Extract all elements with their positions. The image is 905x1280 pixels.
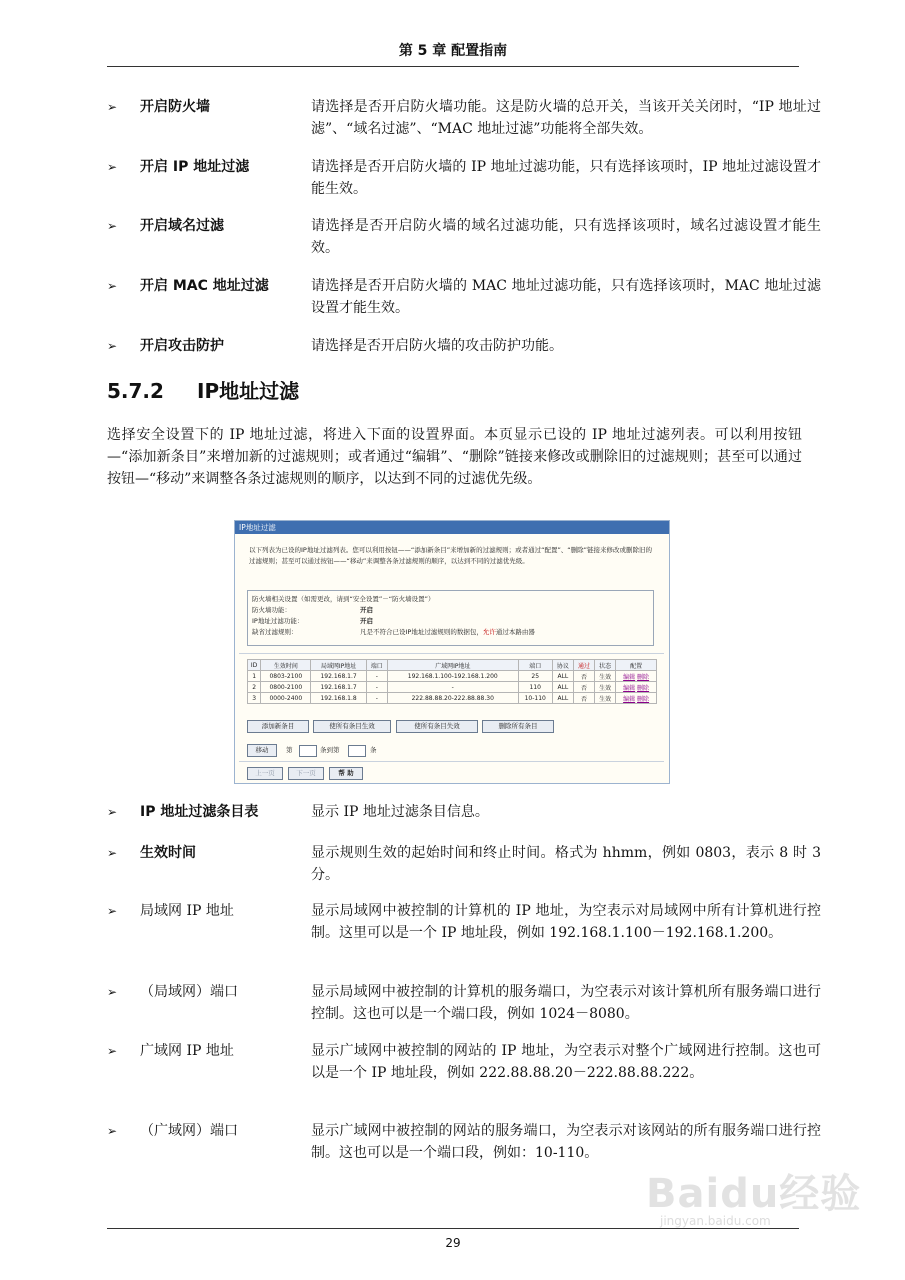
cell-lan-ip: 192.168.1.7 [311, 682, 366, 693]
item-term: 生效时间 [140, 845, 196, 861]
prev-page-button[interactable]: 上一页 [247, 767, 283, 780]
cell-wan-ip: 222.88.88.20-222.88.88.30 [387, 693, 518, 704]
cell-pass: 否 [573, 693, 594, 704]
col-wan-port: 端口 [518, 660, 552, 671]
bullet-icon: ➢ [107, 160, 118, 174]
col-pass: 通过 [573, 660, 594, 671]
table-row [248, 693, 657, 704]
filter-table [247, 659, 657, 704]
cell-pass: 否 [573, 671, 594, 682]
cell-lan-port: - [366, 682, 387, 693]
move-to-input[interactable] [348, 745, 366, 757]
list-item [107, 96, 822, 140]
cell-status: 生效 [595, 671, 616, 682]
cell-lan-ip: 192.168.1.7 [311, 671, 366, 682]
bullet-icon: ➢ [107, 985, 118, 999]
section-heading [107, 375, 299, 404]
default-rule-label: 缺省过滤规则： [252, 628, 298, 636]
cell-config [616, 671, 657, 682]
delete-all-button[interactable]: 删除所有条目 [482, 720, 554, 733]
bullet-icon: ➢ [107, 219, 118, 233]
bullet-icon: ➢ [107, 279, 118, 293]
list-item [107, 1120, 822, 1164]
list-item [107, 275, 822, 319]
cell-time: 0803-2100 [261, 671, 311, 682]
chapter-header: 第 5 章 配置指南 [398, 43, 508, 59]
page-number: 29 [445, 1236, 461, 1250]
move-from-input[interactable] [299, 745, 317, 757]
footer-rule [107, 1228, 799, 1229]
col-time: 生效时间 [261, 660, 311, 671]
col-id: ID [248, 660, 261, 671]
list-item [107, 981, 822, 1025]
item-term: 局域网 IP 地址 [140, 903, 234, 919]
enable-all-button[interactable]: 使所有条目生效 [313, 720, 391, 733]
fw-value: 开启 [360, 606, 373, 614]
delete-link[interactable]: 删除 [637, 673, 650, 681]
cell-status: 生效 [595, 682, 616, 693]
col-lan-ip: 局域网IP地址 [311, 660, 366, 671]
ip-filter-value: 开启 [360, 617, 373, 625]
ip-filter-row [252, 616, 373, 626]
item-term: 开启防火墙 [140, 99, 210, 115]
cell-pass: 否 [573, 682, 594, 693]
item-term: 开启 IP 地址过滤 [140, 159, 250, 175]
cell-config [616, 682, 657, 693]
cell-lan-ip: 192.168.1.8 [311, 693, 366, 704]
cell-time: 0000-2400 [261, 693, 311, 704]
cell-lan-port: - [366, 671, 387, 682]
item-desc: 请选择是否开启防火墙的域名过滤功能，只有选择该项时，域名过滤设置才能生效。 [311, 218, 821, 256]
header-rule [107, 66, 799, 67]
item-desc: 显示 IP 地址过滤条目信息。 [311, 804, 489, 820]
watermark-url: jingyan.baidu.com [660, 1214, 771, 1228]
item-desc: 显示局域网中被控制的计算机的服务端口，为空表示对该计算机所有服务端口进行控制。这也可以是一个端口段，例如 1024－8080。 [311, 984, 821, 1022]
screenshot-intro: 以下列表为已设的IP地址过滤列表。您可以利用按钮——“添加新条目”来增加新的过滤规则；或者通过“配置”、“删除”链接来修改或删除旧的过滤规则；甚至可以通过按钮——“移动”来调整各条过滤规则的顺序，以达到不同的过滤优先级。 [249, 546, 653, 565]
cell-wan-ip: - [387, 682, 518, 693]
item-desc: 显示广域网中被控制的网站的 IP 地址，为空表示对整个广域网进行控制。这也可以是一个 IP 地址段，例如 222.88.88.20－222.88.88.222。 [311, 1043, 821, 1081]
bullet-icon: ➢ [107, 846, 118, 860]
delete-link[interactable]: 删除 [637, 684, 650, 692]
cell-time: 0800-2100 [261, 682, 311, 693]
section-number: 5.7.2 [107, 379, 164, 403]
move-button[interactable]: 移动 [247, 744, 277, 757]
default-rule-row [252, 627, 535, 637]
divider [239, 653, 664, 654]
default-rule-tail: 通过本路由器 [495, 628, 535, 636]
add-entry-button[interactable]: 添加新条目 [247, 720, 309, 733]
watermark-logo: Baidu经验 [646, 1171, 862, 1217]
item-term: （局域网）端口 [140, 984, 238, 1000]
settings-header: 防火墙相关设置（如需更改，请到“安全设置”－“防火墙设置”） [252, 595, 435, 603]
table-row [248, 682, 657, 693]
fw-row [252, 605, 373, 615]
cell-wan-port: 25 [518, 671, 552, 682]
list-item [107, 335, 822, 357]
cell-proto: ALL [552, 682, 573, 693]
item-term: 开启域名过滤 [140, 218, 224, 234]
bullet-icon: ➢ [107, 100, 118, 114]
router-screenshot [234, 520, 670, 784]
item-term: 开启 MAC 地址过滤 [140, 278, 269, 294]
bullet-icon: ➢ [107, 1124, 118, 1138]
disable-all-button[interactable]: 使所有条目失效 [396, 720, 478, 733]
divider [239, 761, 664, 762]
item-desc: 显示广域网中被控制的网站的服务端口，为空表示对该网站的所有服务端口进行控制。这也可以是一个端口段，例如：10-110。 [311, 1123, 821, 1161]
ip-filter-label: IP地址过滤功能： [252, 617, 304, 625]
item-term: （广域网）端口 [140, 1123, 238, 1139]
item-desc: 请选择是否开启防火墙的 IP 地址过滤功能，只有选择该项时，IP 地址过滤设置才能生效。 [311, 159, 821, 197]
firewall-settings-box [247, 590, 654, 646]
col-status: 状态 [595, 660, 616, 671]
bullet-icon: ➢ [107, 339, 118, 353]
item-term: 开启攻击防护 [140, 338, 224, 354]
list-item [107, 215, 822, 259]
edit-link[interactable]: 编辑 [623, 695, 636, 703]
edit-link[interactable]: 编辑 [623, 673, 636, 681]
col-wan-ip: 广域网IP地址 [387, 660, 518, 671]
item-term: IP 地址过滤条目表 [140, 804, 259, 820]
cell-id: 1 [248, 671, 261, 682]
item-term: 广域网 IP 地址 [140, 1043, 234, 1059]
list-item [107, 1040, 822, 1106]
section-title: IP地址过滤 [197, 379, 300, 403]
item-desc: 请选择是否开启防火墙的攻击防护功能。 [311, 338, 563, 354]
edit-link[interactable]: 编辑 [623, 684, 636, 692]
screenshot-title: IP地址过滤 [235, 521, 669, 534]
cell-config [616, 693, 657, 704]
default-rule-text: 凡是不符合已设IP地址过滤规则的数据包， [360, 628, 483, 636]
list-item [107, 801, 822, 823]
list-item [107, 900, 822, 966]
cell-status: 生效 [595, 693, 616, 704]
item-desc: 显示局域网中被控制的计算机的 IP 地址，为空表示对局域网中所有计算机进行控制。这里可以是一个 IP 地址段，例如 192.168.1.100－192.168.1.200。 [311, 903, 821, 941]
fw-label: 防火墙功能： [252, 606, 291, 614]
item-desc: 请选择是否开启防火墙的 MAC 地址过滤功能，只有选择该项时，MAC 地址过滤设置才能生效。 [311, 278, 821, 316]
default-rule-allow: 允许 [482, 628, 496, 636]
cell-proto: ALL [552, 693, 573, 704]
help-button[interactable]: 帮 助 [329, 767, 363, 780]
cell-wan-port: 10-110 [518, 693, 552, 704]
cell-id: 3 [248, 693, 261, 704]
item-desc: 请选择是否开启防火墙功能。这是防火墙的总开关，当该开关关闭时，“IP 地址过滤”、“域名过滤”、“MAC 地址过滤”功能将全部失效。 [311, 99, 821, 137]
item-desc: 显示规则生效的起始时间和终止时间。格式为 hhmm，例如 0803，表示 8 时 3 分。 [311, 845, 821, 883]
table-row [248, 671, 657, 682]
cell-proto: ALL [552, 671, 573, 682]
list-item [107, 842, 822, 886]
table-header-row [248, 660, 657, 671]
intro-paragraph: 选择安全设置下的 IP 地址过滤，将进入下面的设置界面。本页显示已设的 IP 地址过滤列表。可以利用按钮—“添加新条目”来增加新的过滤规则；或者通过“编辑”、“删除”链接来修改或删除旧的过滤规则；甚至可以通过按钮—“移动”来调整各条过滤规则的顺序，以达到不同的过滤优先级。 [107, 427, 802, 487]
cell-wan-ip: 192.168.1.100-192.168.1.200 [387, 671, 518, 682]
col-config: 配置 [616, 660, 657, 671]
cell-lan-port: - [366, 693, 387, 704]
col-proto: 协议 [552, 660, 573, 671]
list-item [107, 156, 822, 200]
next-page-button[interactable]: 下一页 [288, 767, 324, 780]
bullet-icon: ➢ [107, 805, 118, 819]
move-to-label: 条到第 [320, 746, 340, 754]
delete-link[interactable]: 删除 [637, 695, 650, 703]
col-lan-port: 端口 [366, 660, 387, 671]
bullet-icon: ➢ [107, 904, 118, 918]
bullet-icon: ➢ [107, 1044, 118, 1058]
cell-wan-port: 110 [518, 682, 552, 693]
cell-id: 2 [248, 682, 261, 693]
move-from-label: 第 [286, 746, 293, 754]
move-end-label: 条 [370, 746, 377, 754]
